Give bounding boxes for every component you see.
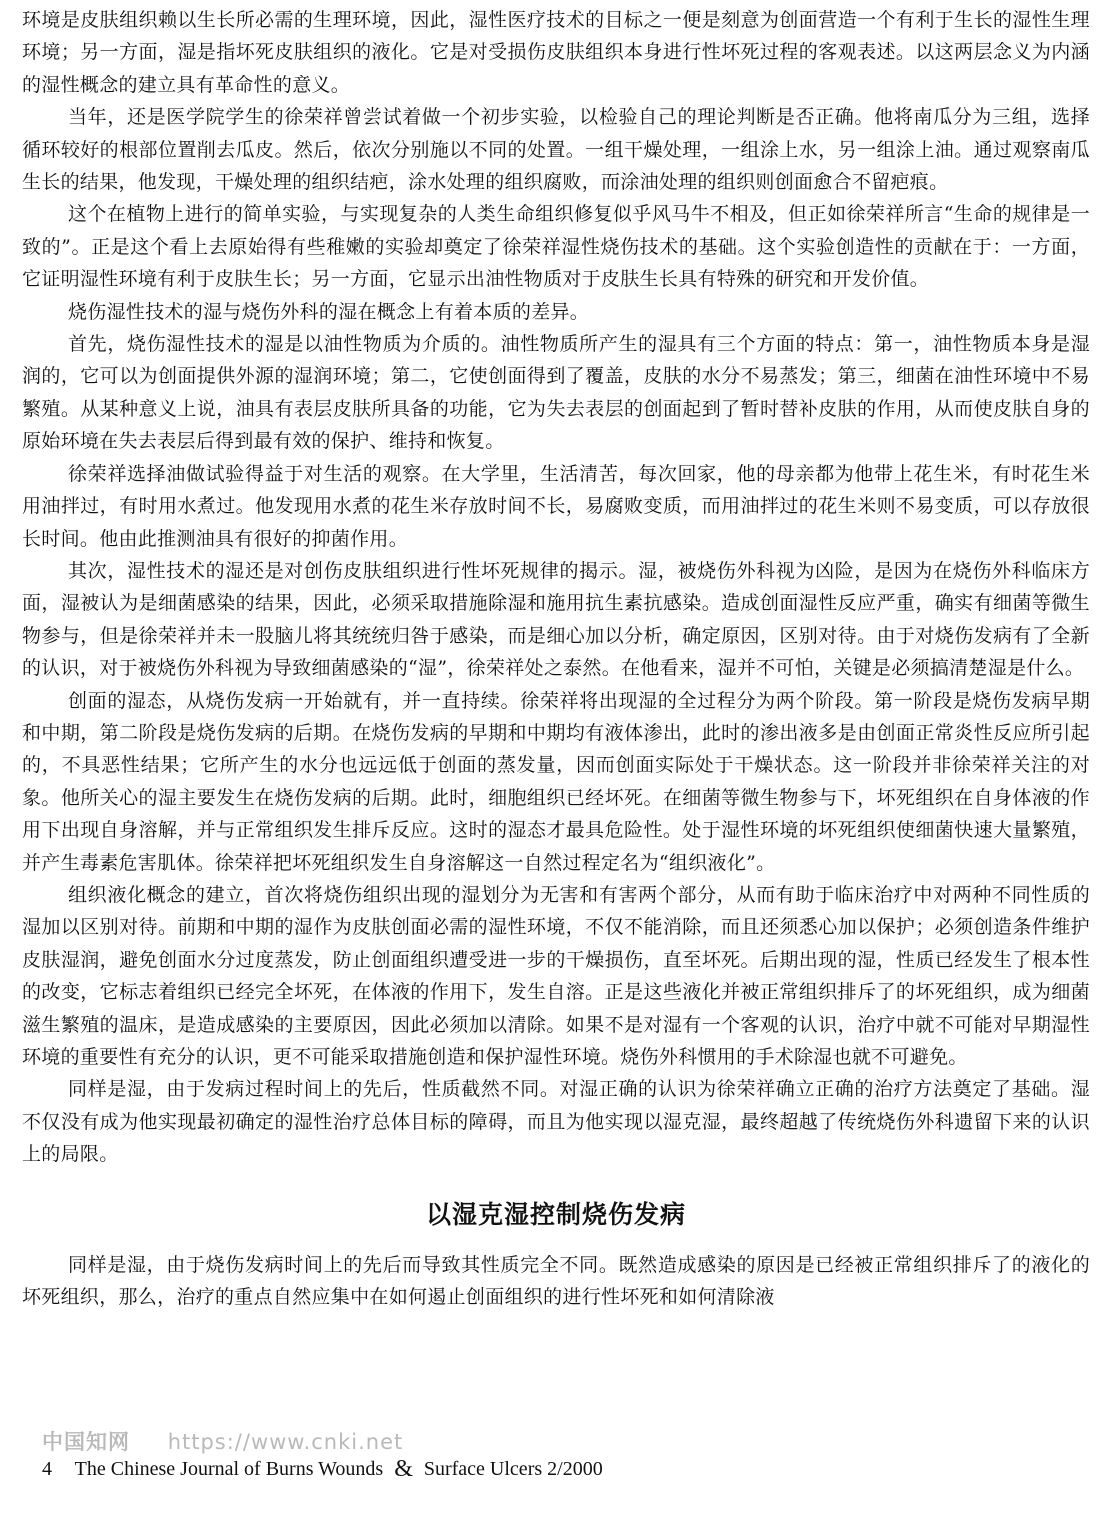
watermark-brand: 中国知网 bbox=[42, 1430, 130, 1454]
paragraph-6: 徐荣祥选择油做试验得益于对生活的观察。在大学里，生活清苦，每次回家，他的母亲都为他带上花生米，有时花生米用油拌过，有时用水煮过。他发现用水煮的花生米存放时间不长，易腐败变质，而用油拌过的花生米则不易变质，可以存放很长时间。他由此推测油具有很好的抑菌作用。 bbox=[22, 462, 1090, 550]
journal-name-issue: Surface Ulcers 2/2000 bbox=[423, 1458, 603, 1480]
paragraph-9: 组织液化概念的建立，首次将烧伤组织出现的湿划分为无害和有害两个部分，从而有助于临床治疗中对两种不同性质的湿加以区别对待。前期和中期的湿作为皮肤创面必需的湿性环境，不仅不能消除，而且还须悉心加以保护；必须创造条件维护皮肤湿润，避免创面水分过度蒸发，防止创面组织遭受进一步的干燥损伤，直至坏死。后期出现的湿，性质已经发生了根本性的改变，它标志着组织已经完全坏死，在体液的作用下，发生自溶。正是这些液化并被正常组织排斥了的坏死组织，成为细菌滋生繁殖的温床，是造成感染的主要原因，因此必须加以清除。如果不是对湿有一个客观的认识，治疗中就不可能对早期湿性环境的重要性有充分的认识，更不可能采取措施创造和保护湿性环境。烧伤外科惯用的手术除湿也就不可避免。 bbox=[22, 883, 1090, 1068]
paragraph-2: 当年，还是医学院学生的徐荣祥曾尝试着做一个初步实验，以检验自己的理论判断是否正确。他将南瓜分为三组，选择循环较好的根部位置削去瓜皮。然后，依次分别施以不同的处置。一组干燥处理，一组涂上水，另一组涂上油。通过观察南瓜生长的结果，他发现，干燥处理的组织结疤，涂水处理的组织腐败，而涂油处理的组织则创面愈合不留疤痕。 bbox=[22, 106, 1090, 194]
paragraph-7: 其次，湿性技术的湿还是对创伤皮肤组织进行性坏死规律的揭示。湿，被烧伤外科视为凶险，是因为在烧伤外科临床方面，湿被认为是细菌感染的结果，因此，必须采取措施除湿和施用抗生素抗感染。造成创面湿性反应严重，确实有细菌等微生物参与，但是徐荣祥并未一股脑儿将其统统归咎于感染，而是细心加以分析，确定原因，区别对待。由于对烧伤发病有了全新的认识，对于被烧伤外科视为导致细菌感染的“湿”，徐荣祥处之泰然。在他看来，湿并不可怕，关键是必须搞清楚湿是什么。 bbox=[22, 559, 1090, 680]
page-number: 4 bbox=[42, 1458, 52, 1480]
paragraph-11: 同样是湿，由于烧伤发病时间上的先后而导致其性质完全不同。既然造成感染的原因是已经被正常组织排斥了的液化的坏死组织，那么，治疗的重点自然应集中在如何遏止创面组织的进行性坏死和如何清除液 bbox=[22, 1253, 1090, 1309]
cnki-watermark bbox=[42, 1426, 403, 1456]
page-footer bbox=[42, 1456, 603, 1483]
paragraph-4: 烧伤湿性技术的湿与烧伤外科的湿在概念上有着本质的差异。 bbox=[68, 300, 590, 323]
watermark-url: https://www.cnki.net bbox=[167, 1430, 404, 1454]
paragraph-3: 这个在植物上进行的简单实验，与实现复杂的人类生命组织修复似乎风马牛不相及，但正如徐荣祥所言“生命的规律是一致的”。正是这个看上去原始得有些稚嫩的实验却奠定了徐荣祥湿性烧伤技术的基础。这个实验创造性的贡献在于：一方面，它证明湿性环境有利于皮肤生长；另一方面，它显示出油性物质对于皮肤生长具有特殊的研究和开发价值。 bbox=[22, 203, 1090, 291]
journal-name: The Chinese Journal of Burns Wounds bbox=[74, 1458, 384, 1480]
paragraph-1: 环境是皮肤组织赖以生长所必需的生理环境，因此，湿性医疗技术的目标之一便是刻意为创面营造一个有利于生长的湿性生理环境；另一方面，湿是指坏死皮肤组织的液化。它是对受损伤皮肤组织本身进行性坏死过程的客观表述。以这两层念义为内涵的湿性概念的建立具有革命性的意义。 bbox=[22, 9, 1090, 96]
paragraph-5: 首先，烧伤湿性技术的湿是以油性物质为介质的。油性物质所产生的湿具有三个方面的特点：第一，油性物质本身是湿润的，它可以为创面提供外源的湿润环境；第二，它使创面得到了覆盖，皮肤的水分不易蒸发；第三，细菌在油性环境中不易繁殖。从某种意义上说，油具有表层皮肤所具备的功能，它为失去表层的创面起到了暂时替补皮肤的作用，从而使皮肤自身的原始环境在失去表层后得到最有效的保护、维持和恢复。 bbox=[22, 333, 1090, 453]
section-heading: 以湿克湿控制烧伤发病 bbox=[425, 1199, 686, 1229]
article-body bbox=[22, 4, 1090, 1313]
paragraph-8: 创面的湿态，从烧伤发病一开始就有，并一直持续。徐荣祥将出现湿的全过程分为两个阶段。第一阶段是烧伤发病早期和中期，第二阶段是烧伤发病的后期。在烧伤发病的早期和中期均有液体渗出，此时的渗出液多是由创面正常炎性反应所引起的，不具恶性结果；它所产生的水分也远远低于创面的蒸发量，因而创面实际处于干燥状态。这一阶段并非徐荣祥关注的对象。他所关心的湿主要发生在烧伤发病的后期。此时，细胞组织已经坏死。在细菌等微生物参与下，坏死组织在自身体液的作用下出现自身溶解，并与正常组织发生排斥反应。这时的湿态才最具危险性。处于湿性环境的坏死组织使细菌快速大量繁殖，并产生毒素危害肌体。徐荣祥把坏死组织发生自身溶解这一自然过程定名为“组织液化”。 bbox=[22, 689, 1090, 874]
paragraph-10: 同样是湿，由于发病过程时间上的先后，性质截然不同。对湿正确的认识为徐荣祥确立正确的治疗方法奠定了基础。湿不仅没有成为他实现最初确定的湿性治疗总体目标的障碍，而且为他实现以湿克湿，最终超越了传统烧伤外科遗留下来的认识上的局限。 bbox=[22, 1078, 1090, 1166]
journal-ampersand: & bbox=[394, 1456, 413, 1482]
